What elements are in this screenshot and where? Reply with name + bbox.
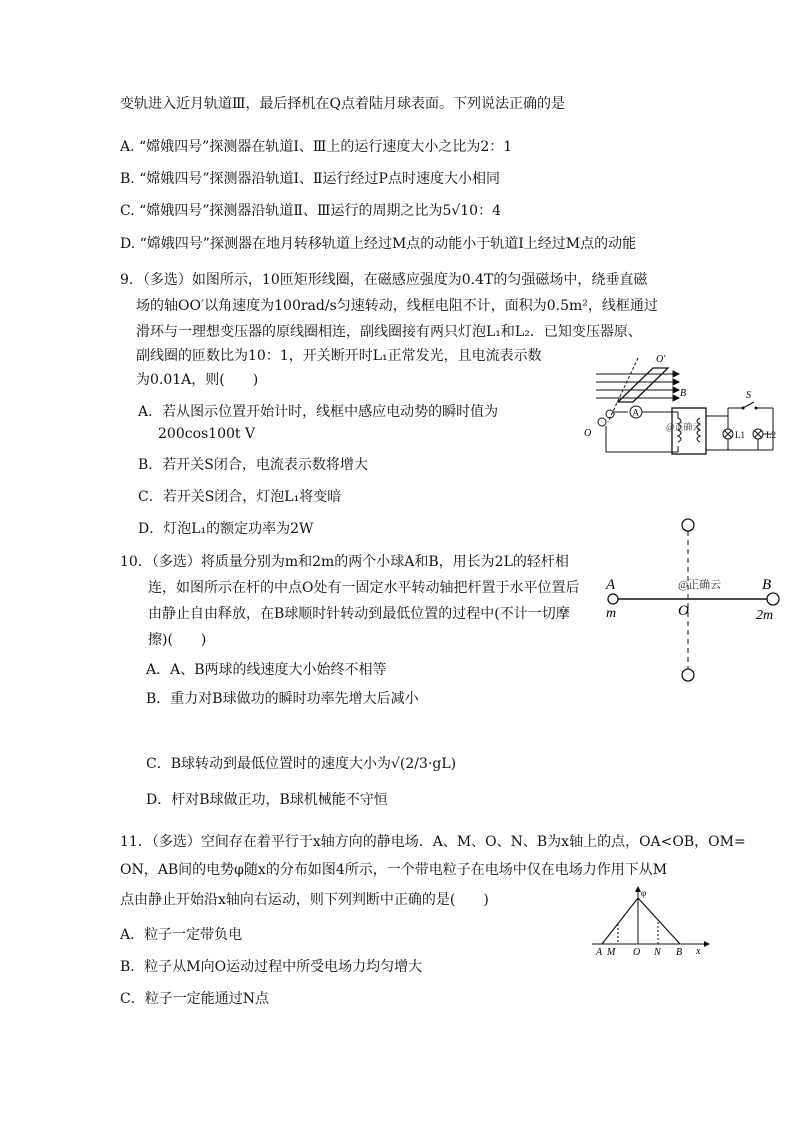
q10-m-label: m: [606, 606, 617, 621]
q11-stem-line-1: 11．（多选）空间存在着平行于x轴方向的静电场．A、M、O、N、B为x轴上的点，OA<OB，OM=: [120, 834, 746, 850]
q11-potential-graph: [588, 884, 713, 956]
q9-ammeter-label: A: [632, 407, 639, 418]
q11-n-label: N: [654, 947, 661, 956]
q10-b-label: B: [762, 577, 772, 593]
q11-stem-line-2: ON，AB间的电势φ随x的分布如图4所示，一个带电粒子在电场中仅在电场力作用下从M: [120, 862, 668, 878]
q9-generator-transformer-figure: [578, 350, 788, 460]
q9-o-prime-label: O′: [656, 354, 666, 365]
q9-stem-line-2: 场的轴OO′以角速度为100rad/s匀速转动，线框电阻不计，面积为0.5m²，线框通过: [136, 298, 658, 314]
q9-b-label: B: [680, 388, 687, 399]
q10-stem-line-2: 连，如图所示在杆的中点O处有一固定水平转动轴把杆置于水平位置后: [148, 580, 580, 596]
q10-stem-line-4: 擦)( ): [148, 632, 207, 648]
q8-option-d: D. “嫦娥四号”探测器在地月转移轨道上经过M点的动能小于轨道Ⅰ上经过M点的动能: [120, 236, 637, 252]
q11-option-c: C．粒子一定能通过N点: [120, 991, 269, 1007]
q10-stem-line-3: 由静止自由释放，在B球顺时针转动到最低位置的过程中(不计一切摩: [148, 606, 570, 622]
q10-2m-label: 2m: [756, 608, 774, 623]
q10-watermark: @正确云: [678, 579, 722, 591]
q9-stem-line-3: 滑环与一理想变压器的原线圈相连，副线圈接有两只灯泡L₁和L₂．已知变压器原、: [136, 324, 642, 340]
q11-x-label: x: [696, 946, 701, 956]
q10-stem-line-1: 10．（多选）将质量分别为m和2m的两个小球A和B，用长为2L的轻杆相: [120, 554, 569, 570]
q9-stem-line-1: 9．（多选）如图所示，10匝矩形线圈，在磁感应强度为0.4T的匀强磁场中，绕垂直磁: [120, 272, 648, 288]
intro-line: 变轨进入近月轨道Ⅲ，最后择机在Q点着陆月球表面。下列说法正确的是: [120, 96, 565, 112]
q9-stem-line-4: 副线圈的匝数比为10：1，开关断开时L₁正常发光，且电流表示数: [136, 348, 542, 364]
q9-switch-label: S: [746, 390, 751, 401]
q11-o-label: O: [633, 947, 641, 956]
q9-option-d: D．灯泡L₁的额定功率为2W: [138, 521, 314, 537]
q9-l1-label: L1: [735, 430, 745, 440]
q8-option-a: A. “嫦娥四号”探测器在轨道Ⅰ、Ⅲ上的运行速度大小之比为2：1: [120, 139, 513, 155]
q8-option-c: C. “嫦娥四号”探测器沿轨道Ⅱ、Ⅲ运行的周期之比为5√10：4: [120, 203, 501, 219]
q11-option-b: B．粒子从M向O运动过程中所受电场力均匀增大: [120, 959, 423, 975]
q9-l2-label: L2: [766, 430, 776, 440]
q11-m-label: M: [607, 947, 616, 956]
q10-option-d: D．杆对B球做正功，B球机械能不守恒: [146, 792, 388, 808]
q10-option-a: A．A、B两球的线速度大小始终不相等: [146, 662, 387, 678]
q9-option-b: B．若开关S闭合，电流表示数将增大: [138, 457, 368, 473]
q9-watermark: @正确云: [666, 422, 702, 432]
q11-option-a: A．粒子一定带负电: [120, 927, 243, 943]
q9-stem-line-5: 为0.01A，则( ): [136, 372, 259, 388]
q10-o-label: O: [678, 603, 689, 619]
q10-ball-a: [608, 594, 618, 604]
q10-a-label: A: [606, 577, 616, 593]
q9-o-label: O: [584, 428, 592, 439]
q9-option-a-cont: 200cos100t V: [158, 426, 256, 442]
q11-b-label: B: [676, 947, 683, 956]
q11-stem-line-3: 点由静止开始沿x轴向右运动，则下列判断中正确的是( ): [120, 892, 489, 908]
q11-a-label: A: [596, 947, 603, 956]
q8-option-b: B. “嫦娥四号”探测器沿轨道Ⅰ、Ⅱ运行经过P点时速度大小相同: [120, 171, 500, 187]
q9-option-c: C．若开关S闭合，灯泡L₁将变暗: [138, 489, 342, 505]
q11-phi-label: φ: [641, 888, 647, 898]
q10-ball-b: [767, 593, 779, 605]
q9-option-a: A．若从图示位置开始计时，线框中感应电动势的瞬时值为: [138, 404, 499, 420]
q10-rotating-rod-figure: [598, 515, 788, 685]
q10-option-c: C．B球转动到最低位置时的速度大小为√(2/3·gL): [146, 756, 457, 772]
q10-option-b: B．重力对B球做功的瞬时功率先增大后减小: [146, 691, 419, 707]
